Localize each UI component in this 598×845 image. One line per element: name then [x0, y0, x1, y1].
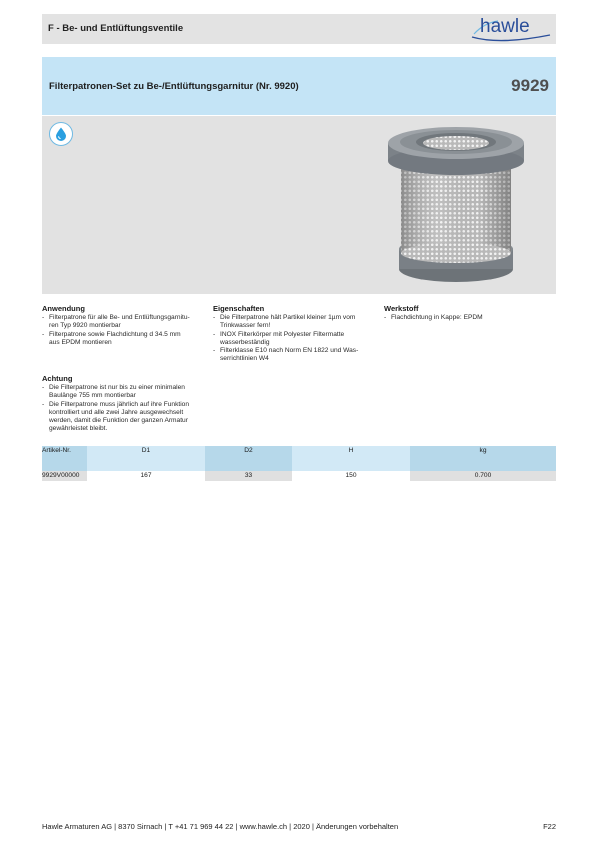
achtung-item: - Die Filterpatrone ist nur bis zu einer minimalen Baulänge 755 mm montierbar [42, 384, 212, 401]
product-image-panel [42, 116, 556, 294]
cell-h: 150 [292, 471, 410, 481]
anwendung-item: - Filterpatrone für alle Be- und Entlüftungsgarnitu- ren Typ 9920 montierbar [42, 314, 212, 331]
header-d1: D1 [87, 446, 205, 471]
header-kg: kg [410, 446, 556, 471]
section-title: F - Be- und Entlüftungsventile [48, 23, 184, 34]
cell-artikel-nr: 9929V00000 [42, 471, 87, 481]
header-artikel-nr: Artikel-Nr. [42, 446, 87, 471]
footer-company-info: Hawle Armaturen AG | 8370 Sirnach | T +41 71 969 44 22 | www.hawle.ch | 2020 | Änderungen vorbehalten [42, 822, 399, 831]
werkstoff-heading: Werkstoff [384, 304, 419, 313]
section-header-bar [42, 14, 556, 44]
achtung-item: - Die Filterpatrone muss jährlich auf ihre Funktion kontrolliert und alle zwei Jahre ausgewechselt werden, damit die Funktion der ganzen Armatur gewährleistet bleibt. [42, 401, 212, 434]
werkstoff-section [384, 304, 554, 322]
product-title: Filterpatronen-Set zu Be-/Entlüftungsgarnitur (Nr. 9920) [49, 81, 299, 92]
eigenschaften-heading: Eigenschaften [213, 304, 265, 313]
cell-kg: 0.700 [410, 471, 556, 481]
logo-wordmark: hawle [480, 16, 530, 37]
anwendung-heading: Anwendung [42, 304, 85, 313]
hawle-logo [470, 15, 552, 43]
eigenschaften-section [213, 304, 383, 364]
filter-cartridge-image [385, 121, 527, 285]
page-number: F22 [543, 822, 556, 831]
table-row [42, 471, 556, 481]
product-title-band [42, 57, 556, 115]
header-d2: D2 [205, 446, 292, 471]
product-number: 9929 [511, 76, 549, 95]
cell-d1: 167 [87, 471, 205, 481]
anwendung-item: - Filterpatrone sowie Flachdichtung d 34.5 mm aus EPDM montieren [42, 331, 212, 348]
cell-d2: 33 [205, 471, 292, 481]
article-table [42, 446, 556, 481]
eigenschaften-item: - INOX Filterkörper mit Polyester Filtermatte wasserbeständig [213, 331, 383, 348]
eigenschaften-item: - Die Filterpatrone hält Partikel kleiner 1µm vom Trinkwasser fern! [213, 314, 383, 331]
eigenschaften-item: - Filterklasse E10 nach Norm EN 1822 und Was- serrichtlinien W4 [213, 347, 383, 364]
anwendung-section [42, 304, 212, 347]
water-drop-icon [49, 122, 73, 146]
werkstoff-item: - Flachdichtung in Kappe: EPDM [384, 314, 554, 322]
table-header [42, 446, 556, 471]
achtung-section [42, 374, 212, 434]
achtung-heading: Achtung [42, 374, 73, 383]
header-h: H [292, 446, 410, 471]
